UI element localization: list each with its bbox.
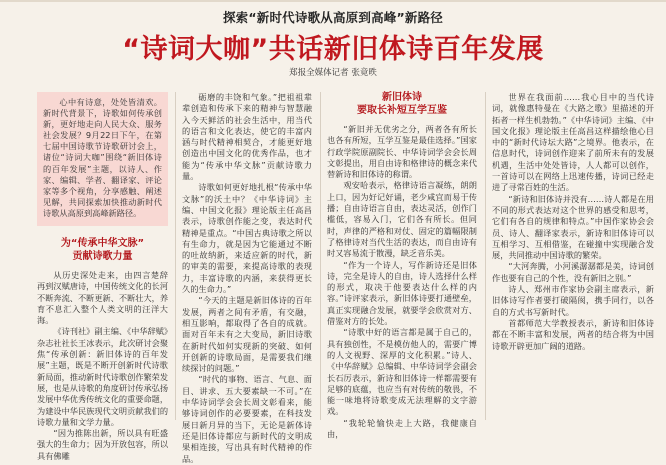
section2-heading-line2: 要取长补短互学互鉴 — [357, 104, 447, 116]
column-divider — [175, 92, 176, 420]
section1-heading-line2: 贡献诗歌力量 — [72, 250, 133, 262]
article-byline: 郑报全媒体记者 张竟昳 — [289, 68, 377, 78]
paragraph: 砺磨的丰饶和气象。”把祖祖辈辈创造和传承下来的精神与智慧融入今天鲜活的社会生活中，用当代的语言和文化表达，使它的丰富内涵与时代精神相契合，才能更好地创造出中国文化的优秀作品，也才能为“传承中华文脉”贡献诗歌力量。 — [182, 92, 312, 182]
paragraph: 《诗刊社》副主编、《中华辞赋》杂志社社长王冰表示，此次研讨会聚焦“传承创新：新旧体诗的百年发展”主题，既是不断开创新时代诗歌新局面，推动新时代诗歌创作繁荣发展，也是从诗歌的角度研讨传承弘扬发展中华优秀传统文化的重要命题，为建设中华民族现代文明贡献我们的诗歌力量和文学力量。 — [37, 326, 169, 427]
column-2 — [182, 92, 312, 464]
paragraph: “因为推陈出新，所以具有旺盛强大的生命力；因为开放包容，所以具有佛雕 — [37, 428, 169, 461]
paragraph: 首都师范大学教授表示，新诗和旧体诗都在不断丰富和发展，两者的结合将为中国诗歌开辟更加广阔的道路。 — [492, 317, 654, 351]
section2-heading-line1: 新旧体诗 — [382, 92, 422, 103]
paragraph: “大河奔腾，小河溪潺潺都是美，诗词创作也要有自己的个性，没有新旧之别。” — [492, 261, 654, 283]
column-divider — [485, 92, 486, 420]
page-top-edge — [0, 0, 666, 2]
article-kicker: 探索“新时代诗歌从高原到高峰”新路径 — [222, 10, 444, 25]
lead-summary-box — [37, 92, 168, 226]
paragraph: “新诗和旧体诗并没有……诗人都是在用不同的形式表达对这个世界的感受和思考，它们有各自的规律和特点。”中国作家协会会员、诗人、翻译家表示，新诗和旧体诗可以互相学习、互相借鉴，在碰撞中实现融合发展，共同推动中国诗歌的繁荣。 — [492, 193, 654, 261]
paragraph: 诗歌如何更好地扎根“传承中华文脉”的沃土中？《中华诗词》主编、中国文化报》理论版主任高昌表示，诗歌创作能之变，表达时代精神是重点。“中国古典诗歌之所以有生命力，就是因为它能通过不断的吐故纳新，来适应新的时代，新的审美的需要，来提高诗歌的表现力，丰富诗歌的内涵，来获得更长久的生命力。” — [182, 182, 312, 295]
section2-heading — [327, 92, 477, 117]
paragraph: 从历史深处走来，由四言楚辞再到汉赋唐诗，中国传统文化的长河不断奔流、不断更新、不断壮大，养育不息汇入整个人类文明的汪洋大海。 — [37, 270, 169, 326]
lead-paragraph: 心中有诗意，处处皆清欢。新时代背景下，诗歌如何传承创新，更好地走向人民大众、服务社会发展？9月22日下午，在第七届中国诗歌节诗歌研讨会上，诸位“诗词大咖”围绕“新旧体诗的百年发展”主题，以诗人、作家、编辑、学者、翻译家、评论家等多个视角，分享感触、阐述见解，共同探索加快推动新时代诗歌从高原到高峰新路径。 — [43, 97, 162, 218]
paragraph: 诗人、郑州市作家协会副主席表示，新旧体诗写作者要打破隔阂，携手同行，以各自的方式书写新时代。 — [492, 284, 654, 317]
paragraph: “时代的事物、语言、气息、面目、讲求、五大要素缺一不可。”在中华诗词学会会长周文彰看来，能够诗词创作的必要要素，在科技发展日新月异的当下，无论是新体诗还是旧体诗都应与新时代的文明成果相连接，写出具有时代精神的作品。 — [182, 374, 312, 464]
section1-heading — [37, 238, 168, 263]
paragraph: “作为一个诗人，写作新诗还是旧体诗，完全是诗人的自由，诗人选择什么样的形式，取决于他要表达什么样的内容。”诗评家表示，新旧体诗要打通壁垒，真正实现融合发展，就要学会欣赏对方、借鉴对方的长处。 — [327, 259, 477, 327]
column-1 — [37, 270, 169, 461]
paragraph: 观安哈表示，格律诗语言凝练，朗朗上口，因为好记好诵，老少咸宜而易于传播；自由诗语言自由，表达灵活，创作门槛低，容易入门，它们各有所长。但同时，声律的严格和对仗、固定的篇幅限制了格律诗对当代生活的表达，而自由诗有时又容易流于散漫，缺乏音乐美。 — [327, 180, 477, 259]
paragraph: “新旧并无优劣之分，两者各有所长也各有所短，互学互鉴是最佳选择。”国家行政学院原副院长、中华诗词学会会长周文彰提出，用自由诗和格律诗的概念来代替新诗和旧体诗的称谓。 — [327, 124, 477, 180]
section1-heading-line1: 为“传承中华文脉” — [60, 238, 145, 249]
paragraph: 世界在我面前……我心目中的当代诗词，就像惠特曼在《大路之歌》里描述的开拓者一样生机勃勃。”《中华诗词》主编、《中国文化报》理论版主任高昌这样描绘他心目中的“新时代诗坛大路”之境界。他表示，在信息时代，诗词创作迎来了前所未有的发展机遇，生活中处处皆诗，人人都可以创作，一首诗可以在网络上迅速传播，诗词已经走进了寻常百姓的生活。 — [492, 92, 654, 193]
paragraph: “今天的主题是新旧体诗的百年发展，两者之间有矛盾，有交融，相互影响，都取得了各自的成就。面对百年未有之大变局，新旧诗歌在新时代如何实现新的突破、如何开创新的诗歌局面，是需要我们继续探讨的问题。” — [182, 295, 312, 374]
column-3 — [327, 124, 477, 440]
column-divider — [320, 92, 321, 420]
article-headline: “诗词大咖”共话新旧体诗百年发展 — [122, 34, 544, 65]
column-4 — [492, 92, 654, 420]
paragraph: “我轮轮愉快走上大路，我健康自由， — [327, 417, 477, 440]
paragraph: “诗歌中好的语言都是属于自己的，具有独创性，不是模仿他人的，需要广博的人文视野、深厚的文化积累。”诗人、《中华辞赋》总编辑、中华诗词学会副会长石厉表示，新诗和旧体诗一样都需要有足够的底蕴，也应当有对传统的敬畏，不能一味地将诗歌变成无法理解的文字游戏。 — [327, 327, 477, 417]
